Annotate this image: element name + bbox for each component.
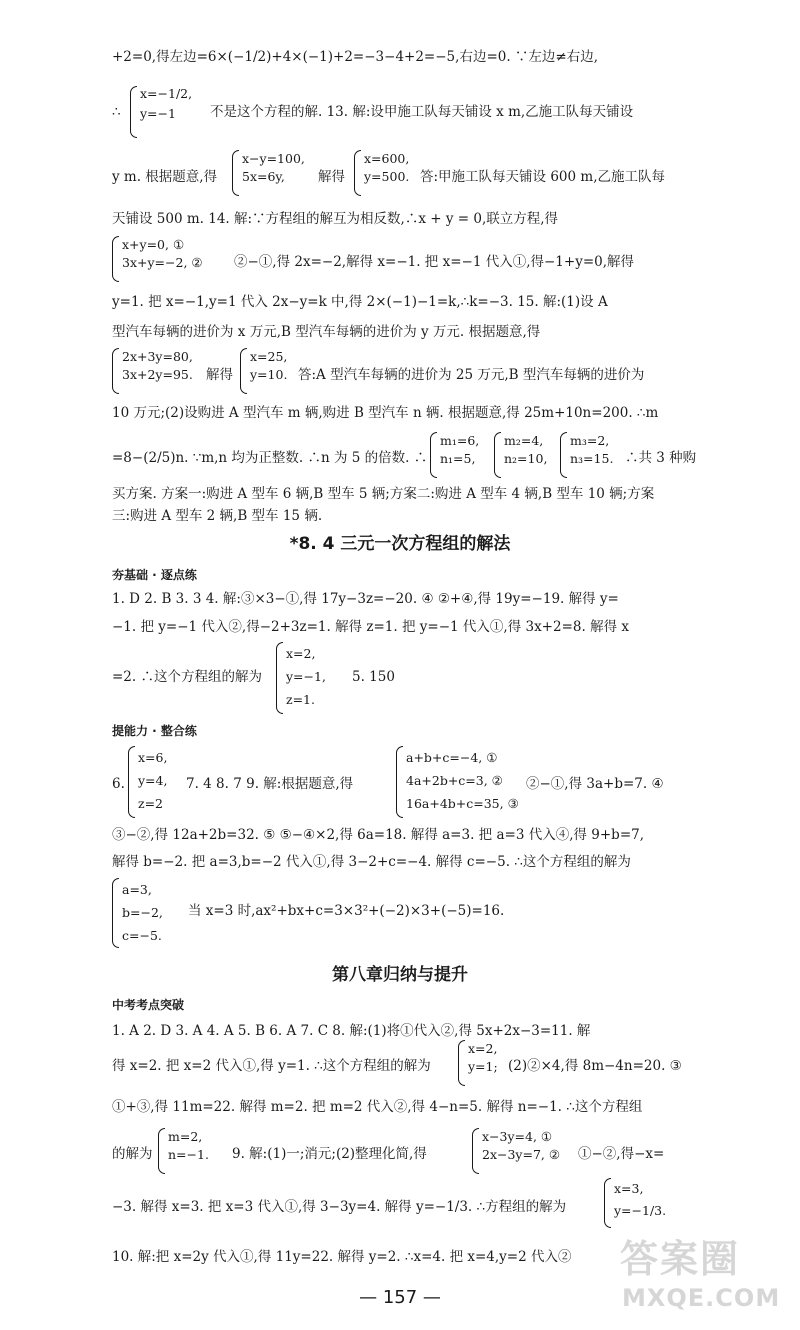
equation-row: 5x=6y, [242, 169, 285, 184]
equation-row: x=6, [138, 750, 168, 765]
equation-row: m₃=2, [570, 433, 610, 448]
brace [130, 86, 137, 138]
equation-row: 3x+2y=95. [122, 367, 193, 382]
text-line-13: 1. D 2. B 3. 3 4. 解:③×3−①,得 17y−3z=−20. ④ ②+④,得 19y=−19. 解得 y= [112, 591, 619, 607]
equation-row: x−3y=4, ① [482, 1129, 553, 1144]
equation-row: 16a+4b+c=35, ③ [406, 796, 519, 811]
equation-row: x=25, [250, 349, 288, 364]
subheading-exam: 中考考点突破 [112, 998, 185, 1012]
equation-row: y=10. [250, 367, 288, 382]
text-line-17: ③−②,得 12a+2b=32. ⑤ ⑤−④×2,得 6a=18. 解得 a=3. 把 a=3 代入④,得 9+b=7, [112, 827, 645, 843]
equation-row: m=2, [168, 1129, 203, 1144]
equation-system [504, 432, 547, 468]
brace [604, 1178, 611, 1228]
equation-row: b=−2, [122, 905, 163, 920]
equation-system [364, 150, 409, 186]
equation-row: m₁=6, [440, 433, 480, 448]
brace [494, 432, 501, 478]
equation-row: x=2, [286, 646, 316, 661]
equation-row: x=2, [468, 1041, 498, 1056]
text-line-16-end: ②−①,得 3a+b=7. ④ [526, 776, 664, 792]
text-line-1: +2=0,得左边=6×(−1/2)+4×(−1)+2=−3−4+2=−5,右边=0. ∵左边≠右边, [112, 49, 599, 65]
text-line-21: 得 x=2. 把 x=2 代入①,得 y=1. ∴这个方程组的解为 [112, 1058, 431, 1074]
equation-row: x+y=0, ① [122, 237, 185, 252]
equation-system [242, 150, 305, 186]
answer-5: 5. 150 [352, 669, 395, 685]
text-line-18: 解得 b=−2. 把 a=3,b=−2 代入①,得 3−2+c=−4. 解得 c=−5. ∴这个方程组的解为 [112, 854, 631, 870]
brace [158, 1128, 165, 1174]
equation-row: m₂=4, [504, 433, 544, 448]
text-line-23-end: ①−②,得−x= [578, 1146, 665, 1162]
equation-row: c=−5. [122, 928, 162, 943]
equation-system [570, 432, 613, 468]
equation-system [138, 746, 167, 815]
equation-system [468, 1040, 498, 1076]
text-line-15: =2. ∴这个方程组的解为 [112, 669, 262, 685]
text-line-6: y=1. 把 x=−1,y=1 代入 2x−y=k 中,得 2×(−1)−1=k,∴k=−3. 15. 解:(1)设 A [112, 294, 608, 310]
text-line-25: 10. 解:把 x=2y 代入①,得 11y=22. 解得 y=2. ∴x=4. 把 x=4,y=2 代入② [112, 1249, 572, 1265]
equation-row: y=500. [364, 169, 410, 184]
equation-row: n₁=5, [440, 451, 476, 466]
equation-row: y=−1 [140, 106, 176, 121]
equation-system [122, 236, 203, 272]
equation-row: n₂=10, [504, 451, 548, 466]
text-line-10: =8−(2/5)n. ∵m,n 均为正整数. ∴n 为 5 的倍数. ∴ [112, 450, 428, 466]
brace [430, 432, 437, 478]
text-line-4: 天铺设 500 m. 14. 解:∵方程组的解互为相反数,∴x + y = 0,联立方程,得 [112, 211, 559, 227]
page-number: — 157 — [359, 1287, 441, 1308]
equation-system [286, 642, 326, 711]
brace [472, 1128, 479, 1174]
text-line-3-mid: 解得 [318, 169, 345, 185]
equation-row: a+b+c=−4, ① [406, 750, 498, 765]
brace [112, 878, 119, 948]
equation-row: n₃=15. [570, 451, 614, 466]
text-line-23: 的解为 [112, 1146, 153, 1162]
brace [396, 746, 403, 818]
therefore-symbol: ∴ [112, 104, 121, 120]
text-line-22: ①+③,得 11m=22. 解得 m=2. 把 m=2 代入②,得 4−n=5. 解得 n=−1. ∴这个方程组 [112, 1099, 643, 1115]
brace [128, 746, 135, 818]
equation-system [122, 348, 193, 384]
subheading-ability: 提能力 · 整合练 [112, 724, 197, 738]
text-line-2: 不是这个方程的解. 13. 解:设甲施工队每天铺设 x m,乙施工队每天铺设 [210, 104, 634, 120]
equation-row: 2x+3y=80, [122, 349, 193, 364]
equation-row: n=−1. [168, 1147, 209, 1162]
equation-row: x=600, [364, 151, 410, 166]
text-line-7: 型汽车每辆的进价为 x 万元,B 型汽车每辆的进价为 y 万元. 根据题意,得 [112, 324, 541, 340]
equation-row: 3x+y=−2, ② [122, 255, 203, 270]
equation-row: x=3, [614, 1181, 644, 1196]
brace [276, 642, 283, 714]
equation-system [406, 746, 519, 815]
brace [560, 432, 567, 478]
equation-row: y=−1/3. [614, 1203, 667, 1218]
text-line-16: 7. 4 8. 7 9. 解:根据题意,得 [186, 776, 354, 792]
equation-row: y=−1, [286, 669, 326, 684]
text-line-12: 三:购进 A 型车 2 辆,B 型车 15 辆. [112, 508, 323, 524]
brace [458, 1040, 465, 1086]
equation-system [250, 348, 287, 384]
text-line-3: y m. 根据题意,得 [112, 169, 218, 185]
subheading-basic: 夯基础 · 逐点练 [112, 568, 197, 582]
text-line-19: 当 x=3 时,ax²+bx+c=3×3²+(−2)×3+(−5)=16. [188, 903, 505, 919]
text-line-11: 买方案. 方案一:购进 A 型车 6 辆,B 型车 5 辆;方案二:购进 A 型车 4 辆,B 型车 10 辆;方案 [112, 486, 655, 502]
equation-system [168, 1128, 209, 1164]
watermark-text: 答案圈 [620, 1237, 741, 1281]
text-line-5: ②−①,得 2x=−2,解得 x=−1. 把 x=−1 代入①,得−1+y=0,解得 [234, 254, 635, 270]
text-line-3-end: 答:甲施工队每天铺设 600 m,乙施工队每 [420, 169, 665, 185]
equation-row: y=1; [468, 1059, 498, 1074]
text-line-24: −3. 解得 x=3. 把 x=3 代入①,得 3−3y=4. 解得 y=−1/3. ∴方程组的解为 [112, 1199, 567, 1215]
equation-row: 2x−3y=7, ② [482, 1147, 561, 1162]
text-line-8-end: 答:A 型汽车每辆的进价为 25 万元,B 型汽车每辆的进价为 [298, 367, 645, 383]
text-line-8: 解得 [206, 367, 233, 383]
text-line-10-end: ∴共 3 种购 [625, 450, 697, 466]
brace [240, 348, 247, 394]
chapter-heading: 第八章归纳与提升 [332, 965, 468, 985]
watermark-logo [600, 1228, 800, 1328]
brace [112, 348, 119, 394]
text-line-20: 1. A 2. D 3. A 4. A 5. B 6. A 7. C 8. 解:(1)将①代入②,得 5x+2x−3=11. 解 [112, 1023, 591, 1039]
equation-system [140, 85, 192, 123]
text-line-9: 10 万元;(2)设购进 A 型汽车 m 辆,购进 B 型汽车 n 辆. 根据题意,得 25m+10n=200. ∴m [112, 405, 659, 421]
equation-row: y=4, [138, 773, 168, 788]
brace [354, 150, 361, 196]
equation-row: z=1. [286, 692, 315, 707]
equation-row: a=3, [122, 882, 152, 897]
equation-system [440, 432, 479, 468]
watermark-url: MXQE.COM [622, 1284, 781, 1312]
brace [112, 236, 119, 282]
question-6-number: 6. [112, 776, 125, 792]
brace [232, 150, 239, 196]
equation-system [482, 1128, 560, 1164]
equation-row: x−y=100, [242, 151, 305, 166]
equation-row: x=−1/2, [140, 86, 193, 101]
text-line-23-mid: 9. 解:(1)一;消元;(2)整理化简,得 [232, 1146, 427, 1162]
equation-system [122, 878, 163, 947]
equation-row: z=2 [138, 796, 164, 811]
text-line-14: −1. 把 y=−1 代入②,得−2+3z=1. 解得 z=1. 把 y=−1 代入①,得 3x+2=8. 解得 x [112, 619, 629, 635]
section-heading: *8. 4 三元一次方程组的解法 [289, 534, 511, 554]
text-line-21-end: (2)②×4,得 8m−4n=20. ③ [508, 1058, 682, 1074]
equation-system [614, 1178, 666, 1222]
equation-row: 4a+2b+c=3, ② [406, 773, 503, 788]
